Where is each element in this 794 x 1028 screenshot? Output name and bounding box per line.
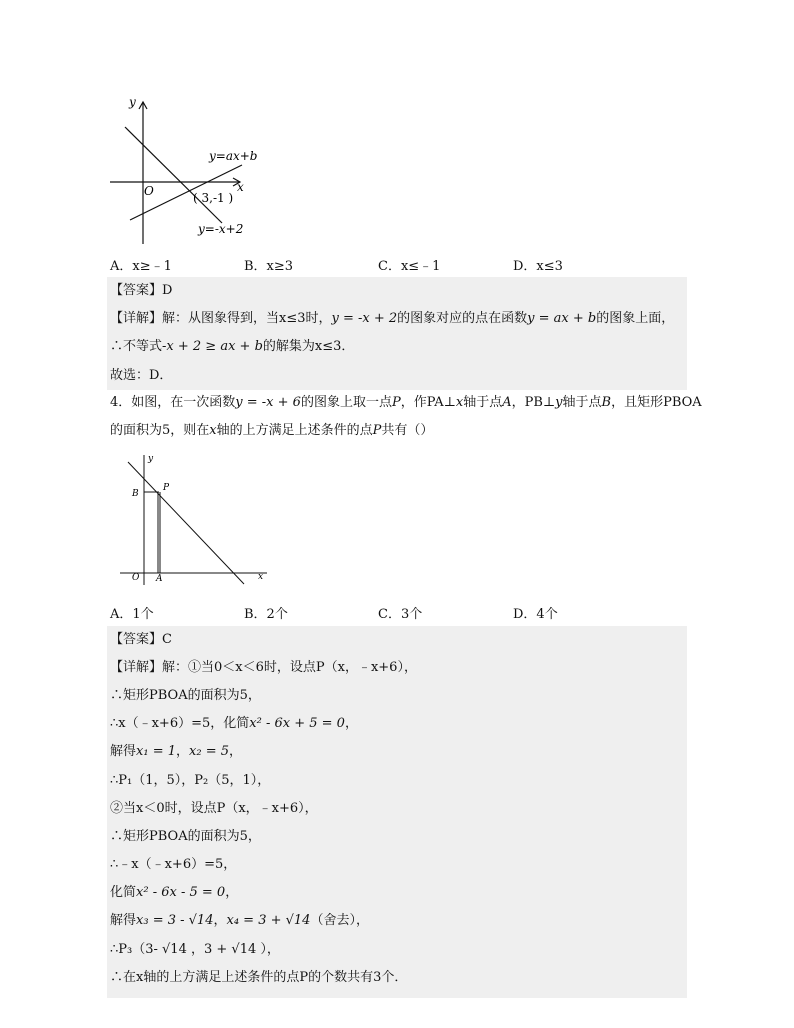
graph2-line <box>128 462 244 584</box>
q3-conclusion: 故选：D． <box>110 368 173 383</box>
math: x <box>209 423 217 438</box>
math: y = ax + b <box>527 311 597 326</box>
math: A <box>502 395 512 410</box>
q4-detail-l6: ②当x＜0时，设点P（x，﹣x+6）， <box>110 801 318 816</box>
q4-detail-l9 <box>110 879 238 907</box>
q4-detail-l2: ∴矩形PBOA的面积为5， <box>110 688 261 703</box>
q3-option-a[interactable]: A．x≥﹣1 <box>110 259 172 274</box>
q3-option-b[interactable]: B．x≥3 <box>244 259 294 274</box>
q4-option-c[interactable]: C．3个 <box>378 607 423 622</box>
graph2-b-label: B <box>132 489 139 499</box>
graph2-a-label: A <box>156 574 163 584</box>
text: 的面积为5，则在 <box>110 423 210 438</box>
math: x₃ = 3 - √14 <box>136 913 214 928</box>
q4-detail-l8: ∴﹣x（﹣x+6）=5， <box>110 857 237 872</box>
graph2-y-label: y <box>148 454 154 464</box>
text: ，作PA⊥ <box>400 395 456 410</box>
text: 的图象上面， <box>596 311 675 326</box>
q4-detail-l4 <box>110 738 242 766</box>
q3-answer: 【答案】D <box>110 283 173 298</box>
q4-option-d[interactable]: D．4个 <box>513 607 558 622</box>
text: 的图象上取一点 <box>300 395 392 410</box>
q4-answer: 【答案】C <box>110 632 172 647</box>
text: ， <box>213 913 227 928</box>
math: -x + 2 ≥ ax + b <box>162 339 263 354</box>
q4-detail-l10 <box>110 907 369 935</box>
math: P <box>372 423 382 438</box>
q4-detail-l11: ∴P₃（3- √14 ，3 + √14 ）， <box>110 942 280 957</box>
text: ∴x（﹣x+6）=5，化简 <box>110 716 250 731</box>
text: ，且矩形PBOA <box>611 395 702 410</box>
graph2-p-label: P <box>163 483 170 493</box>
graph2-o-label: O <box>132 573 140 583</box>
q4-option-b[interactable]: B．2个 <box>244 607 288 622</box>
graph1-y-label: y <box>129 95 136 109</box>
math: x <box>455 395 464 410</box>
graph1-line-neg <box>125 127 222 223</box>
text: ，PB⊥ <box>511 395 556 410</box>
graph-2 <box>112 450 277 590</box>
text: ， <box>225 885 239 900</box>
text: ， <box>229 744 243 759</box>
text: 解得 <box>110 744 137 759</box>
q4-option-a[interactable]: A．1个 <box>110 607 154 622</box>
text: 轴于点 <box>562 395 602 410</box>
graph1-point-label: ( 3,-1 ) <box>193 191 234 205</box>
q4-detail-l1: 【详解】解：①当0＜x＜6时，设点P（x，﹣x+6）， <box>110 660 417 675</box>
math: P <box>391 395 401 410</box>
q4-detail-l12: ∴在x轴的上方满足上述条件的点P的个数共有3个． <box>110 970 408 985</box>
text: ， <box>176 744 190 759</box>
text: （舍去）， <box>310 913 369 928</box>
math: y <box>555 395 563 410</box>
math: y = -x + 6 <box>235 395 301 410</box>
math: x₄ = 3 + √14 <box>226 913 311 928</box>
math: x² - 6x + 5 = 0 <box>249 716 345 731</box>
graph1-origin: O <box>144 184 154 198</box>
math: x² - 6x - 5 = 0 <box>136 885 226 900</box>
math: x₁ = 1 <box>136 744 176 759</box>
q4-detail-l5: ∴P₁（1，5），P₂（5，1）， <box>110 773 271 788</box>
text: 轴于点 <box>463 395 503 410</box>
graph1-x-label: x <box>237 180 244 194</box>
math: y = -x + 2 <box>331 311 398 326</box>
text: 4．如图，在一次函数 <box>110 395 236 410</box>
text: 【详解】解：从图象得到，当x≤3时， <box>110 311 332 326</box>
text: ， <box>344 716 358 731</box>
q3-detail-line-1 <box>110 305 674 333</box>
graph-1 <box>105 92 275 247</box>
math: B <box>601 395 612 410</box>
text: 轴的上方满足上述条件的点 <box>216 423 373 438</box>
graph1-line1-label: y=ax+b <box>209 149 258 163</box>
text: 的解集为x≤3． <box>262 339 355 354</box>
q4-detail-l7: ∴矩形PBOA的面积为5， <box>110 829 261 844</box>
text: 解得 <box>110 913 137 928</box>
q4-stem-line-2 <box>110 417 433 445</box>
q4-stem-line-1 <box>110 389 702 417</box>
q4-detail-l3 <box>110 710 358 738</box>
q3-option-d[interactable]: D．x≤3 <box>513 259 563 274</box>
text: ∴不等式 <box>110 339 163 354</box>
text: 的图象对应的点在函数 <box>397 311 528 326</box>
q3-option-c[interactable]: C．x≤﹣1 <box>378 259 441 274</box>
math: x₂ = 5 <box>189 744 229 759</box>
q3-detail-line-2 <box>110 333 354 361</box>
graph2-x-label: x <box>258 572 264 582</box>
graph1-line2-label: y=-x+2 <box>198 222 244 236</box>
text: 化简 <box>110 885 137 900</box>
text: 共有（） <box>381 423 434 438</box>
